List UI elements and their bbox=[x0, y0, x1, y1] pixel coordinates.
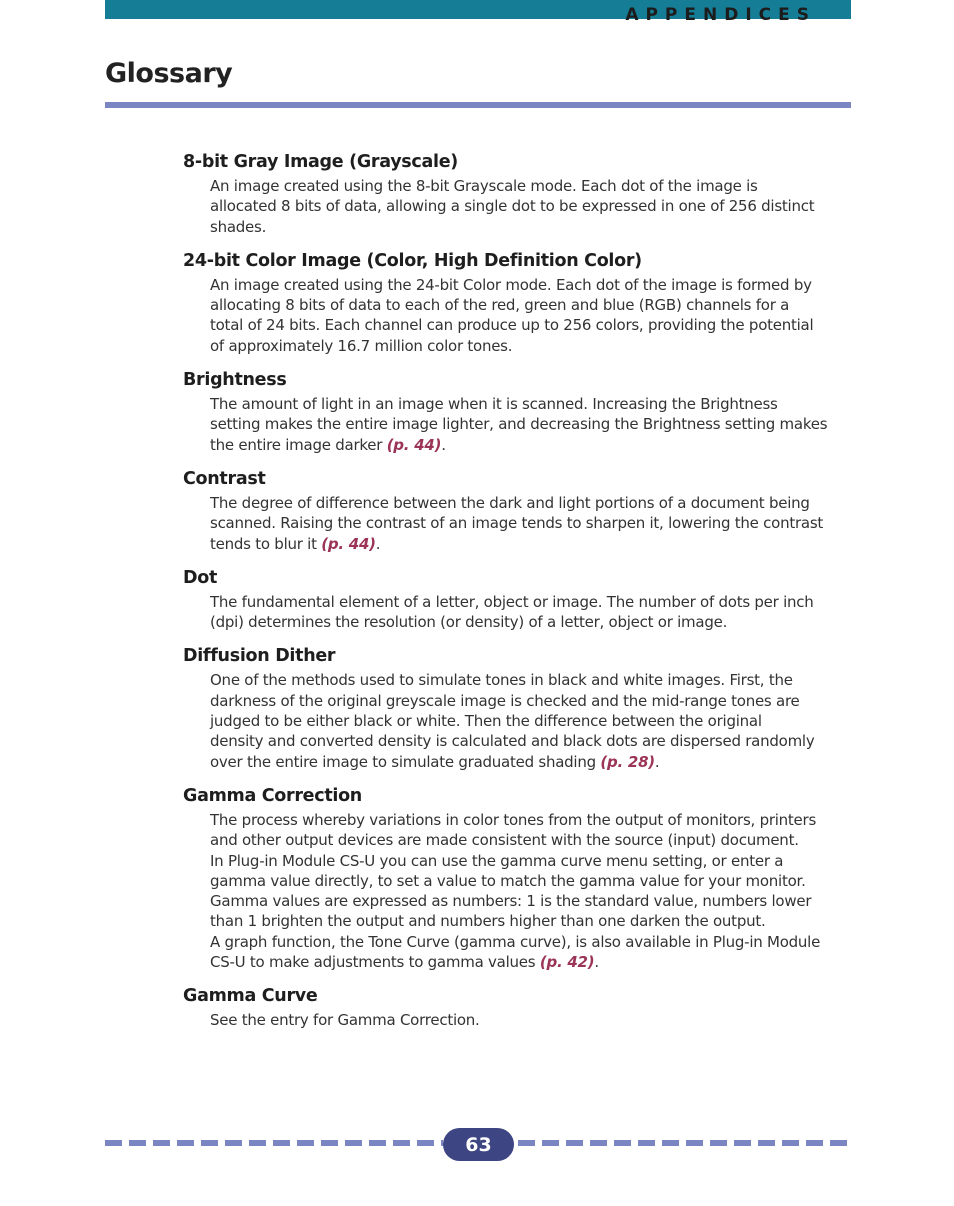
definition-line bbox=[210, 810, 851, 830]
definition-line bbox=[210, 952, 851, 972]
definition-line bbox=[210, 670, 851, 690]
definition-text: In Plug-in Module CS-U you can use the gamma curve menu setting, or enter a bbox=[210, 851, 784, 870]
definition-text: The fundamental element of a letter, object or image. The number of dots per inch bbox=[210, 592, 814, 611]
definition-line bbox=[210, 513, 851, 533]
definition-text: One of the methods used to simulate tones in black and white images. First, the bbox=[210, 671, 793, 690]
definition-text: scanned. Raising the contrast of an image tends to sharpen it, lowering the contrast bbox=[210, 514, 824, 533]
glossary-entry bbox=[183, 985, 851, 1030]
title-rule bbox=[105, 102, 851, 108]
definition-text: Gamma values are expressed as numbers: 1 is the standard value, numbers lower bbox=[210, 892, 812, 911]
page-number: 63 bbox=[443, 1128, 514, 1161]
definition-text: the entire image darker bbox=[210, 435, 387, 454]
definition-line bbox=[210, 932, 851, 952]
footer-dashes-right bbox=[518, 1140, 851, 1146]
page-reference-link[interactable]: (p. 28) bbox=[600, 752, 655, 771]
definition-text: An image created using the 24-bit Color mode. Each dot of the image is formed by bbox=[210, 275, 812, 294]
definition-text: allocated 8 bits of data, allowing a single dot to be expressed in one of 256 distinct bbox=[210, 197, 815, 216]
glossary-term: Contrast bbox=[183, 468, 266, 489]
definition-text: CS-U to make adjustments to gamma values bbox=[210, 953, 540, 972]
glossary-entry bbox=[183, 369, 851, 455]
definition-line bbox=[210, 851, 851, 871]
definition-line bbox=[210, 711, 851, 731]
glossary-definition bbox=[210, 176, 851, 237]
glossary-entry bbox=[183, 785, 851, 972]
definition-line bbox=[210, 731, 851, 751]
definition-line bbox=[210, 691, 851, 711]
definition-line bbox=[210, 752, 851, 772]
definition-text: darkness of the original greyscale image is checked and the mid-range tones are bbox=[210, 691, 800, 710]
definition-line bbox=[210, 871, 851, 891]
definition-text: tends to blur it bbox=[210, 534, 322, 553]
definition-line bbox=[210, 493, 851, 513]
glossary-entry bbox=[183, 468, 851, 554]
definition-line bbox=[210, 1010, 851, 1030]
glossary-term: Gamma Curve bbox=[183, 986, 318, 1007]
definition-line bbox=[210, 911, 851, 931]
definition-line bbox=[210, 414, 851, 434]
definition-text: The amount of light in an image when it is scanned. Increasing the Brightness bbox=[210, 395, 778, 414]
page-reference-link[interactable]: (p. 44) bbox=[386, 435, 442, 454]
glossary-definition bbox=[210, 275, 851, 356]
glossary-definition bbox=[210, 493, 851, 554]
glossary-definition bbox=[210, 670, 851, 771]
sentence-end: . bbox=[441, 435, 446, 454]
definition-line bbox=[210, 315, 851, 335]
definition-text: total of 24 bits. Each channel can produce up to 256 colors, providing the potential bbox=[210, 316, 814, 335]
definition-text: A graph function, the Tone Curve (gamma curve), is also available in Plug-in Module bbox=[210, 932, 821, 951]
definition-line bbox=[210, 196, 851, 216]
glossary-term: Dot bbox=[183, 567, 218, 588]
definition-line bbox=[210, 592, 851, 612]
footer-dashes-left bbox=[105, 1140, 443, 1146]
page-reference-link[interactable]: (p. 44) bbox=[321, 534, 376, 553]
definition-line bbox=[210, 891, 851, 911]
glossary-term: Gamma Correction bbox=[183, 785, 362, 806]
page-reference-link[interactable]: (p. 42) bbox=[539, 953, 595, 972]
section-label: APPENDICES bbox=[625, 5, 816, 25]
definition-line bbox=[210, 275, 851, 295]
sentence-end: . bbox=[594, 953, 599, 972]
definition-line bbox=[210, 217, 851, 237]
glossary-entry bbox=[183, 250, 851, 356]
glossary-definition bbox=[210, 394, 851, 455]
definition-text: and other output devices are made consistent with the source (input) document. bbox=[210, 831, 799, 850]
definition-text: over the entire image to simulate graduated shading bbox=[210, 752, 601, 771]
definition-line bbox=[210, 176, 851, 196]
definition-text: than 1 brighten the output and numbers higher than one darken the output. bbox=[210, 912, 766, 931]
definition-line bbox=[210, 435, 851, 455]
glossary-definition bbox=[210, 592, 851, 633]
definition-text: gamma value directly, to set a value to match the gamma value for your monitor. bbox=[210, 871, 806, 890]
definition-text: density and converted density is calculated and black dots are dispersed randomly bbox=[210, 732, 815, 751]
definition-line bbox=[210, 830, 851, 850]
definition-text: An image created using the 8-bit Grayscale mode. Each dot of the image is bbox=[210, 177, 758, 195]
definition-text: allocating 8 bits of data to each of the red, green and blue (RGB) channels for a bbox=[210, 296, 790, 315]
page-title: Glossary bbox=[105, 58, 233, 89]
definition-text: The degree of difference between the dark and light portions of a document being bbox=[210, 493, 810, 512]
glossary-definition bbox=[210, 810, 851, 972]
definition-text: (dpi) determines the resolution (or density) of a letter, object or image. bbox=[210, 613, 728, 632]
definition-line bbox=[210, 612, 851, 632]
glossary-entry bbox=[183, 645, 851, 771]
glossary-term: Brightness bbox=[183, 370, 287, 391]
definition-text: setting makes the entire image lighter, and decreasing the Brightness setting makes bbox=[210, 415, 828, 434]
sentence-end: . bbox=[375, 534, 381, 553]
definition-text: See the entry for Gamma Correction. bbox=[210, 1011, 480, 1030]
glossary-definition bbox=[210, 1010, 851, 1030]
definition-text: judged to be either black or white. Then the difference between the original bbox=[210, 712, 762, 731]
definition-line bbox=[210, 295, 851, 315]
glossary-term: Diffusion Dither bbox=[183, 646, 336, 667]
glossary-entry bbox=[183, 151, 851, 237]
sentence-end: . bbox=[654, 752, 660, 771]
definition-line bbox=[210, 394, 851, 414]
definition-line bbox=[210, 534, 851, 554]
glossary-list bbox=[183, 151, 851, 1044]
definition-text: The process whereby variations in color tones from the output of monitors, printers bbox=[210, 810, 817, 829]
glossary-term: 8-bit Gray Image (Grayscale) bbox=[183, 152, 458, 172]
glossary-term: 24-bit Color Image (Color, High Definition Color) bbox=[183, 250, 642, 271]
definition-text: of approximately 16.7 million color tones. bbox=[210, 336, 513, 355]
definition-line bbox=[210, 336, 851, 356]
glossary-entry bbox=[183, 567, 851, 633]
definition-text: shades. bbox=[210, 217, 267, 236]
